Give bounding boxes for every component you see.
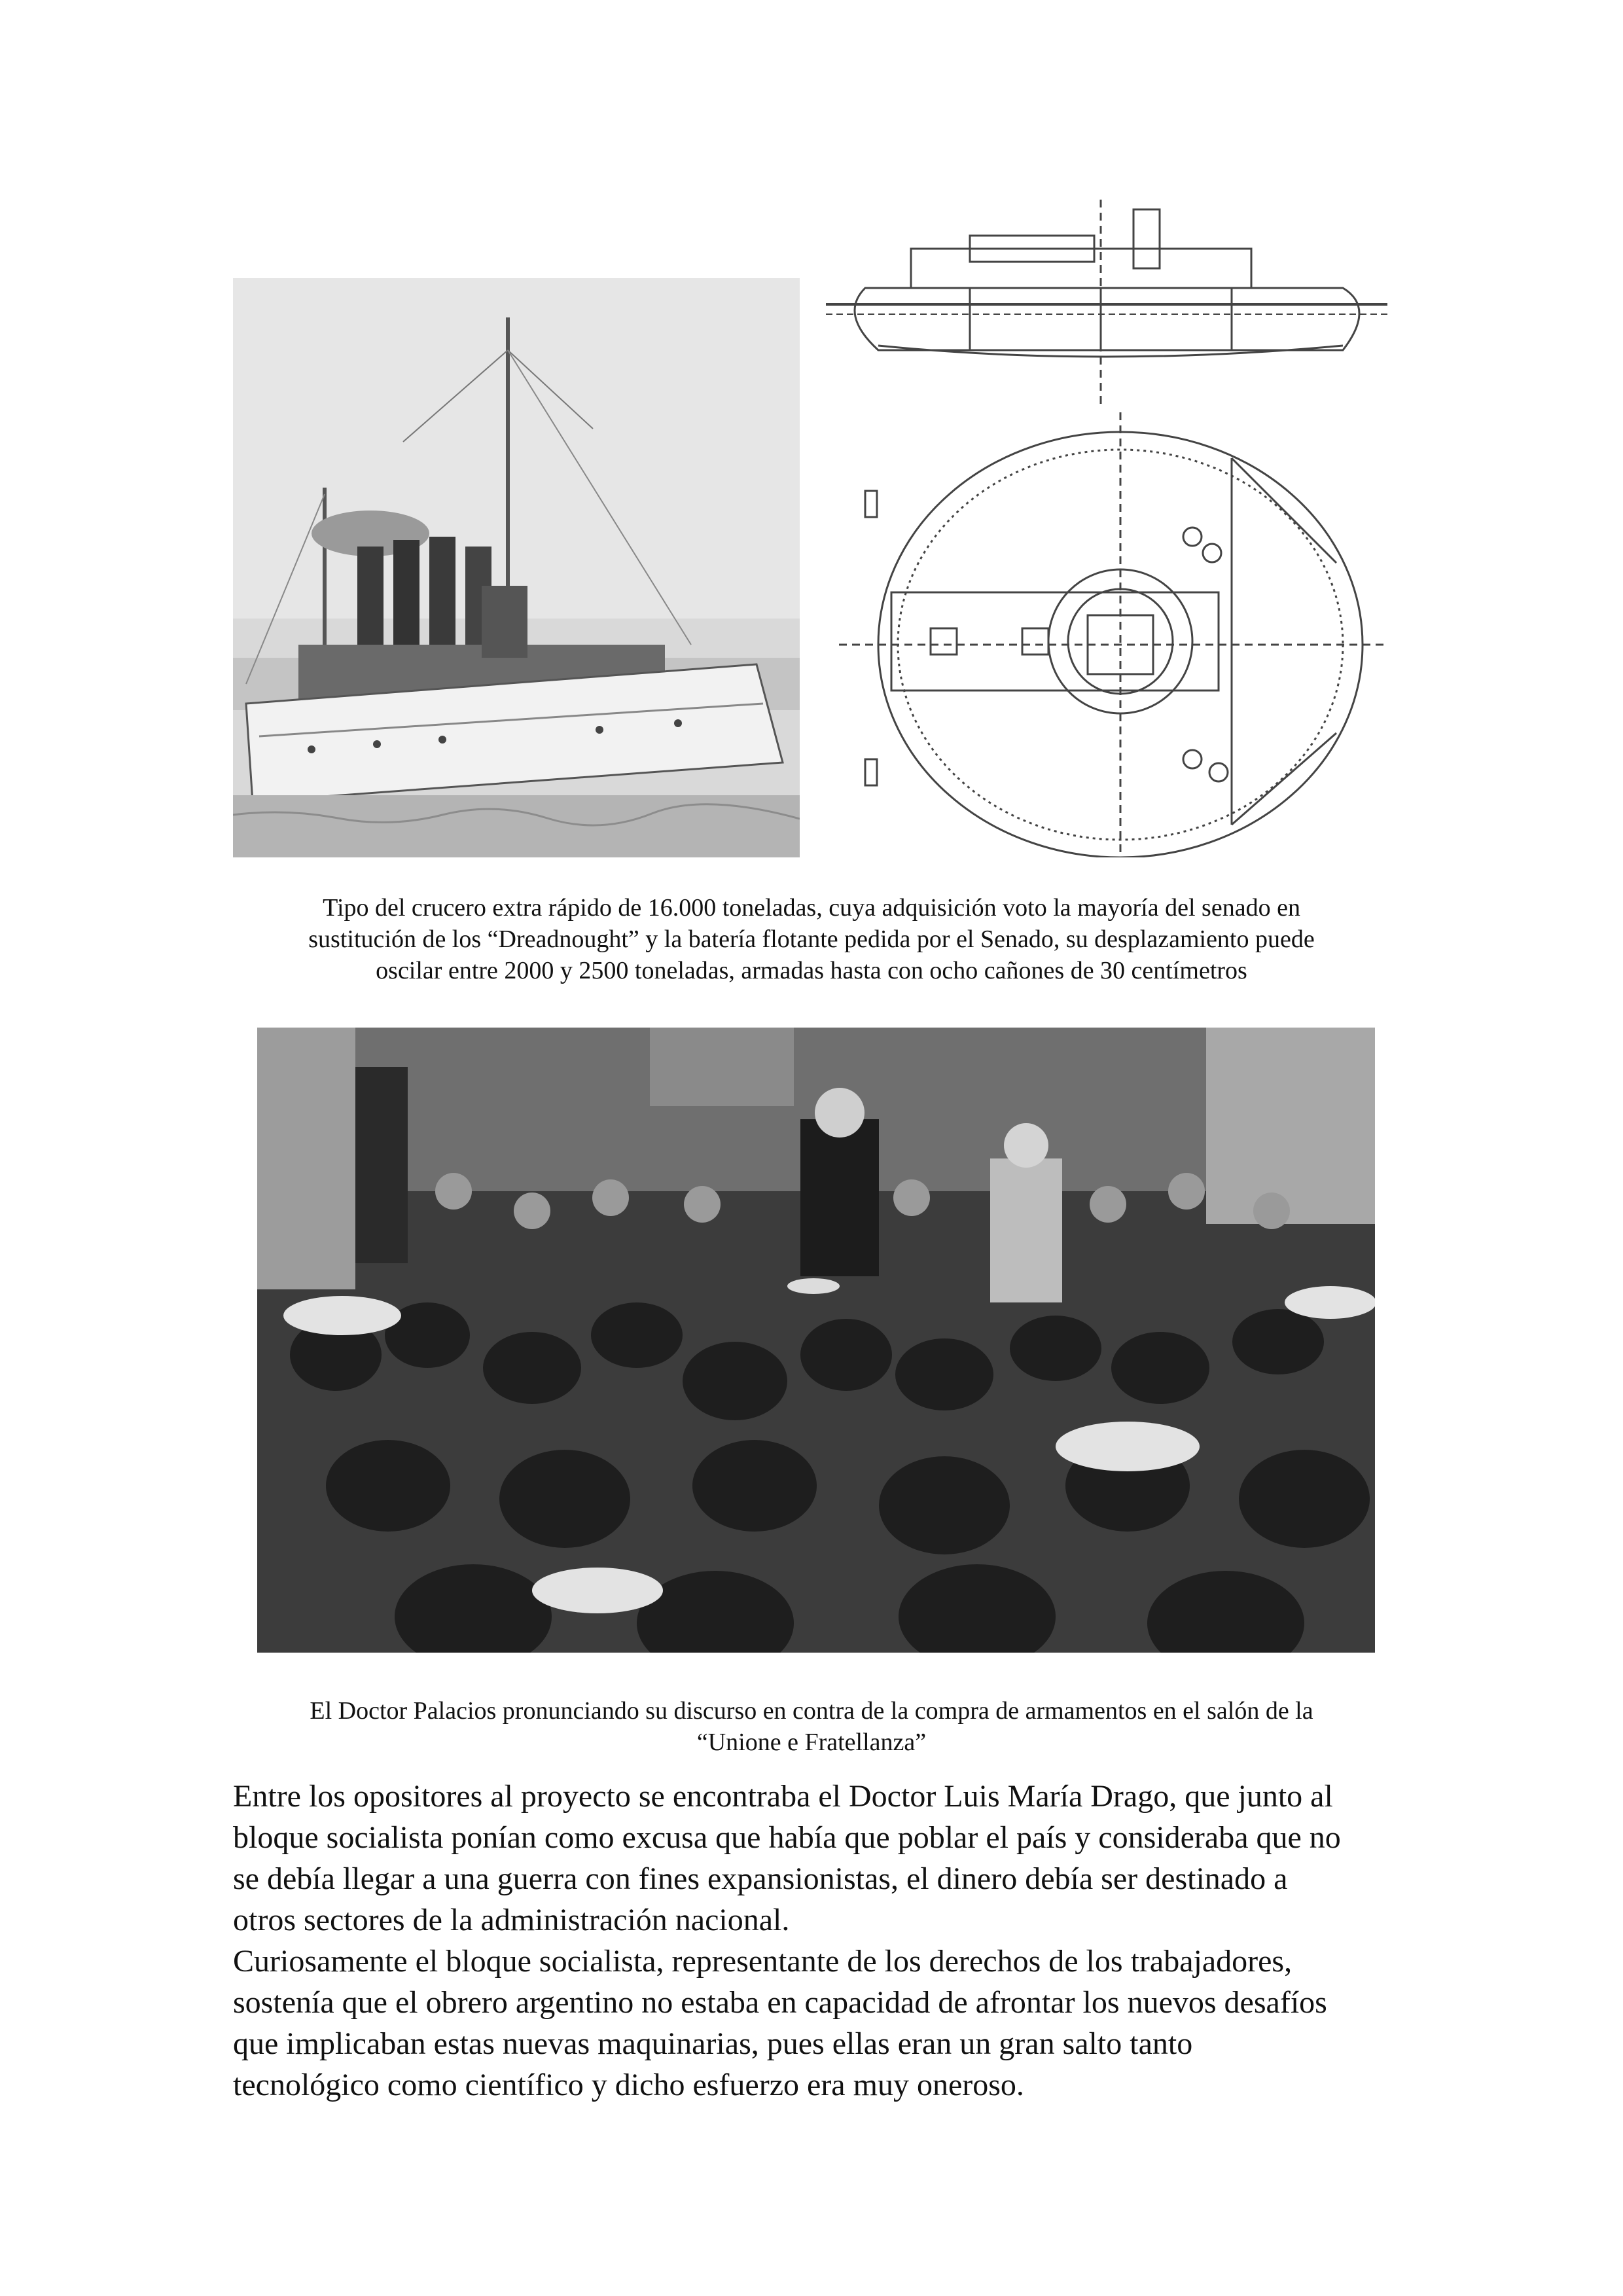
body-line: que implicaban estas nuevas maquinarias, pues ellas eran un gran salto tanto	[233, 2026, 1193, 2061]
figure2-caption	[196, 1695, 1427, 1758]
caption-line: Tipo del crucero extra rápido de 16.000 toneladas, cuya adquisición voto la mayoría del senado en	[323, 894, 1300, 922]
caption-line: sustitución de los “Dreadnought” y la batería flotante pedida por el Senado, su desplazamiento puede	[308, 925, 1315, 953]
caption-line: El Doctor Palacios pronunciando su discurso en contra de la compra de armamentos en el salón de la	[310, 1697, 1313, 1725]
body-line: Curiosamente el bloque socialista, representante de los derechos de los trabajadores,	[233, 1944, 1293, 1979]
floating-battery-diagram	[826, 196, 1387, 857]
body-line: bloque socialista ponían como excusa que había que poblar el país y consideraba que no	[233, 1820, 1341, 1855]
body-line: se debía llegar a una guerra con fines expansionistas, el dinero debía ser destinado a	[233, 1861, 1288, 1896]
body-paragraphs	[233, 1776, 1476, 2106]
cruiser-photo	[233, 278, 800, 857]
caption-line: oscilar entre 2000 y 2500 toneladas, armadas hasta con ocho cañones de 30 centímetros	[376, 957, 1247, 984]
body-line: Entre los opositores al proyecto se encontraba el Doctor Luis María Drago, que junto al	[233, 1779, 1333, 1814]
figure1-caption	[196, 892, 1427, 986]
body-line: otros sectores de la administración nacional.	[233, 1903, 790, 1937]
caption-line: “Unione e Fratellanza”	[696, 1729, 927, 1756]
body-line: tecnológico como científico y dicho esfuerzo era muy oneroso.	[233, 2068, 1024, 2102]
body-line: sostenía que el obrero argentino no estaba en capacidad de afrontar los nuevos desafíos	[233, 1985, 1327, 2020]
meeting-crowd-photo	[257, 1028, 1375, 1653]
